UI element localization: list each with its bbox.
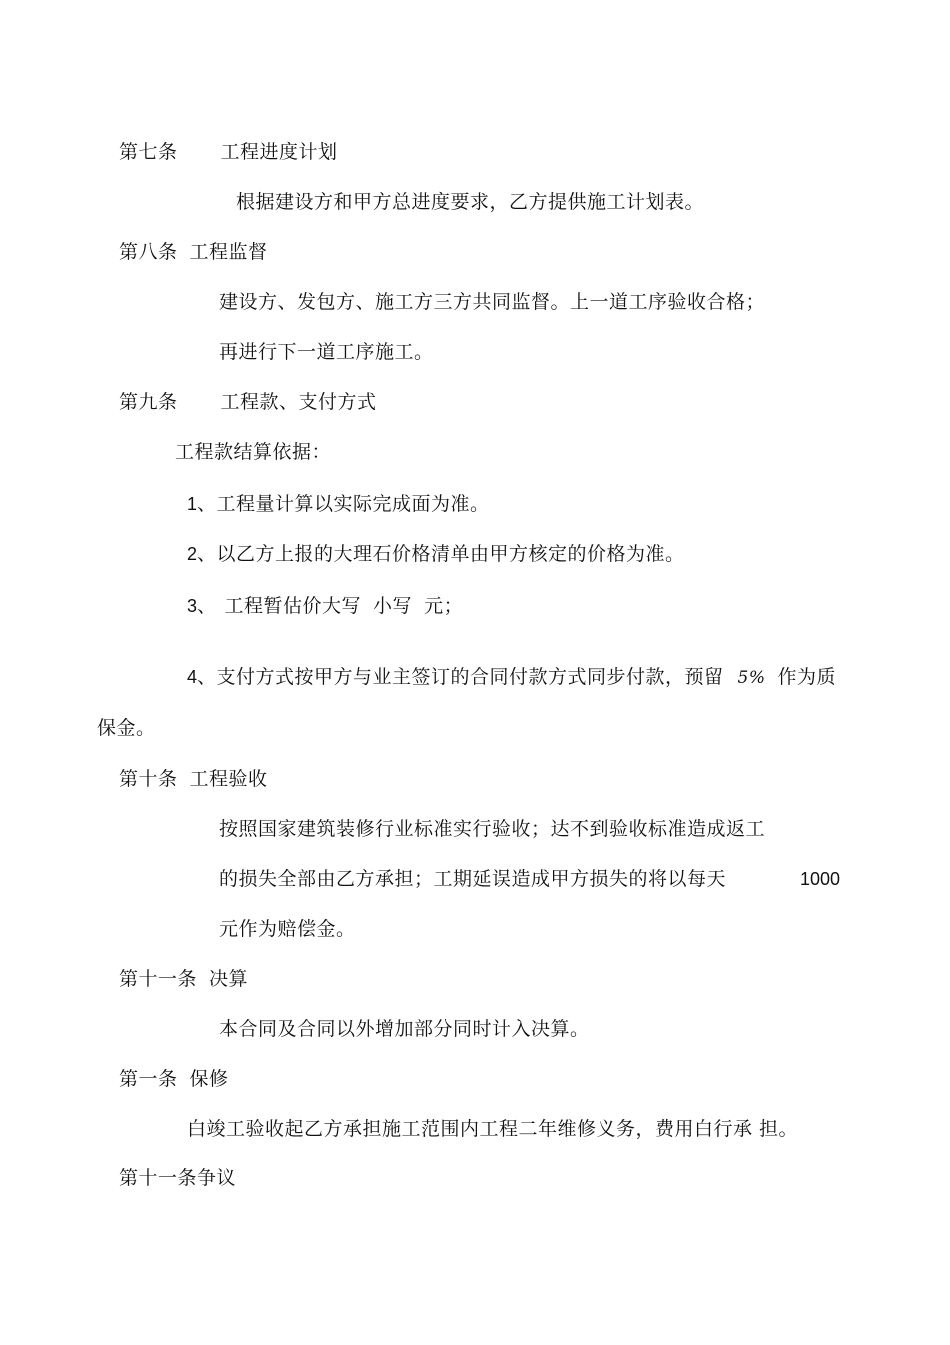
article-7-heading [119,140,338,164]
article-11-body: 本合同及合同以外增加部分同时计入决算。 [219,1018,590,1040]
warranty-body: 白竣工验收起乙方承担施工范围内工程二年维修义务，费用白行承 担。 [187,1118,799,1140]
warranty-title: 保修 [189,1068,229,1090]
article-7-number: 第七条 [119,141,178,163]
dispute-heading: 第十一条争议 [119,1167,237,1189]
article-10-heading [119,767,268,791]
article-11-heading [119,967,248,991]
list-item-1 [187,492,490,516]
article-11-title: 决算 [209,968,249,990]
list-item-1-number: 1 [187,494,198,514]
warranty-number: 第一条 [119,1068,178,1090]
list-item-3 [187,594,463,618]
list-item-2-number: 2 [187,544,198,564]
list-item-4-text: 、支付方式按甲方与业主签订的合同付款方式同步付款，预留 [197,666,724,688]
article-9-title: 工程款、支付方式 [220,391,377,413]
list-item-4-text-end: 作为质 [777,666,837,688]
article-8-body-line-2: 再进行下一道工序施工。 [219,341,434,363]
article-10-body-line-2: 的损失全部由乙方承担；工期延误造成甲方损失的将以每天 [219,868,727,890]
warranty-heading [119,1067,229,1091]
list-item-1-text: 、工程量计算以实际完成面为准。 [197,493,490,515]
article-8-title: 工程监督 [189,241,268,263]
article-10-title: 工程验收 [189,768,268,790]
article-9-number: 第九条 [119,391,178,413]
daily-penalty-amount: 1000 [800,869,841,889]
article-8-body-line-1: 建设方、发包方、施工方三方共同监督。上一道工序验收合格； [219,291,766,313]
article-11-number: 第十一条 [119,968,198,990]
estimate-uppercase-label: 工程暂估价大写 [224,595,362,617]
article-10-body-line-1: 按照国家建筑装修行业标准实行验收；达不到验收标准造成返工 [219,818,766,840]
list-item-4-continuation: 保金。 [97,717,156,739]
retention-percentage: 5% [737,668,766,688]
article-7-title: 工程进度计划 [220,141,338,163]
settlement-basis-label: 工程款结算依据： [175,441,332,463]
article-10-number: 第十条 [119,768,178,790]
article-8-heading [119,240,268,264]
list-item-4 [187,665,836,690]
estimate-currency-unit: 元； [424,595,464,617]
list-item-2-text: 、以乙方上报的大理石价格清单由甲方核定的价格为准。 [197,543,685,565]
estimate-lowercase-label: 小写 [373,595,413,617]
list-item-3-number: 3 [187,596,198,616]
list-item-2 [187,542,685,566]
list-item-3-separator: 、 [197,595,217,617]
article-7-body: 根据建设方和甲方总进度要求，乙方提供施工计划表。 [236,191,705,213]
article-10-body-line-3: 元作为赔偿金。 [219,918,356,940]
list-item-4-number: 4 [187,667,198,687]
article-9-heading [119,390,377,414]
article-8-number: 第八条 [119,241,178,263]
